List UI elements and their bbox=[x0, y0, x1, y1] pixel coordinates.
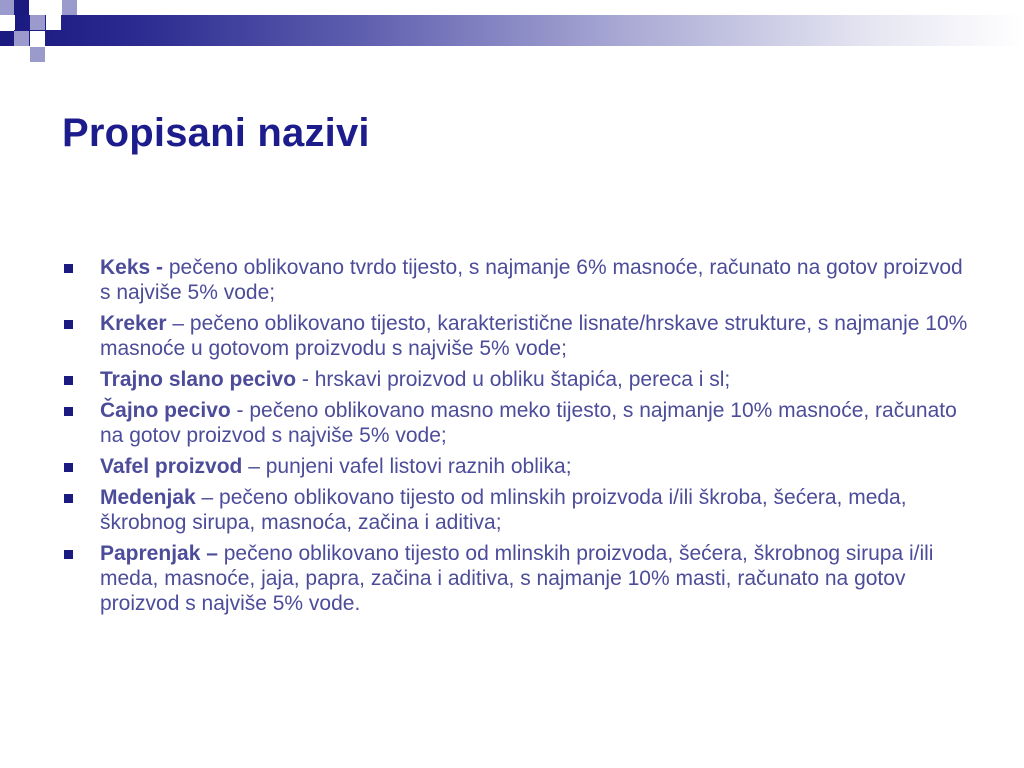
item-term: Trajno slano pecivo bbox=[100, 368, 297, 391]
item-text: – pečeno oblikovano tijesto, karakteristične lisnate/hrskave strukture, s najmanje 10% masnoće u gotovom proizvodu s najviše 5% vode; bbox=[100, 312, 968, 360]
item-term: Vafel proizvod bbox=[100, 455, 243, 478]
item-text: – pečeno oblikovano tijesto od mlinskih proizvoda i/ili škroba, šećera, meda, škrobnog sirupa, masnoća, začina i aditiva; bbox=[100, 486, 907, 534]
square-bullet-icon bbox=[64, 494, 73, 503]
square-bullet-icon bbox=[64, 463, 73, 472]
item-term: Medenjak bbox=[100, 486, 196, 509]
item-term: Kreker bbox=[100, 312, 167, 335]
list-item bbox=[62, 311, 972, 361]
item-term: Paprenjak – bbox=[100, 542, 224, 565]
list-item bbox=[62, 255, 972, 305]
square-bullet-icon bbox=[64, 376, 73, 385]
item-term: Keks - bbox=[100, 256, 169, 279]
square-bullet-icon bbox=[64, 407, 73, 416]
list-item bbox=[62, 367, 972, 392]
header-gradient-bar bbox=[14, 15, 1024, 46]
item-text: pečeno oblikovano tvrdo tijesto, s najmanje 6% masnoće, računato na gotov proizvod s najviše 5% vode; bbox=[100, 256, 963, 304]
item-text: - pečeno oblikovano masno meko tijesto, s najmanje 10% masnoće, računato na gotov proizvod s najviše 5% vode; bbox=[100, 399, 957, 447]
list-item bbox=[62, 485, 972, 535]
definition-list bbox=[62, 255, 972, 622]
square-bullet-icon bbox=[64, 320, 73, 329]
list-item bbox=[62, 541, 972, 616]
list-item bbox=[62, 454, 972, 479]
list-item bbox=[62, 398, 972, 448]
square-bullet-icon bbox=[64, 550, 73, 559]
item-text: - hrskavi proizvod u obliku štapića, pereca i sl; bbox=[296, 368, 731, 391]
item-text: – punjeni vafel listovi raznih oblika; bbox=[242, 455, 572, 478]
slide-title: Propisani nazivi bbox=[62, 111, 370, 155]
item-text: pečeno oblikovano tijesto od mlinskih proizvoda, šećera, škrobnog sirupa i/ili meda, masnoće, jaja, papra, začina i aditiva, s najmanje 10% masti, računato na gotov proizvod s najviše 5% vode. bbox=[100, 542, 934, 615]
item-term: Čajno pecivo bbox=[100, 399, 231, 422]
square-bullet-icon bbox=[64, 264, 73, 273]
